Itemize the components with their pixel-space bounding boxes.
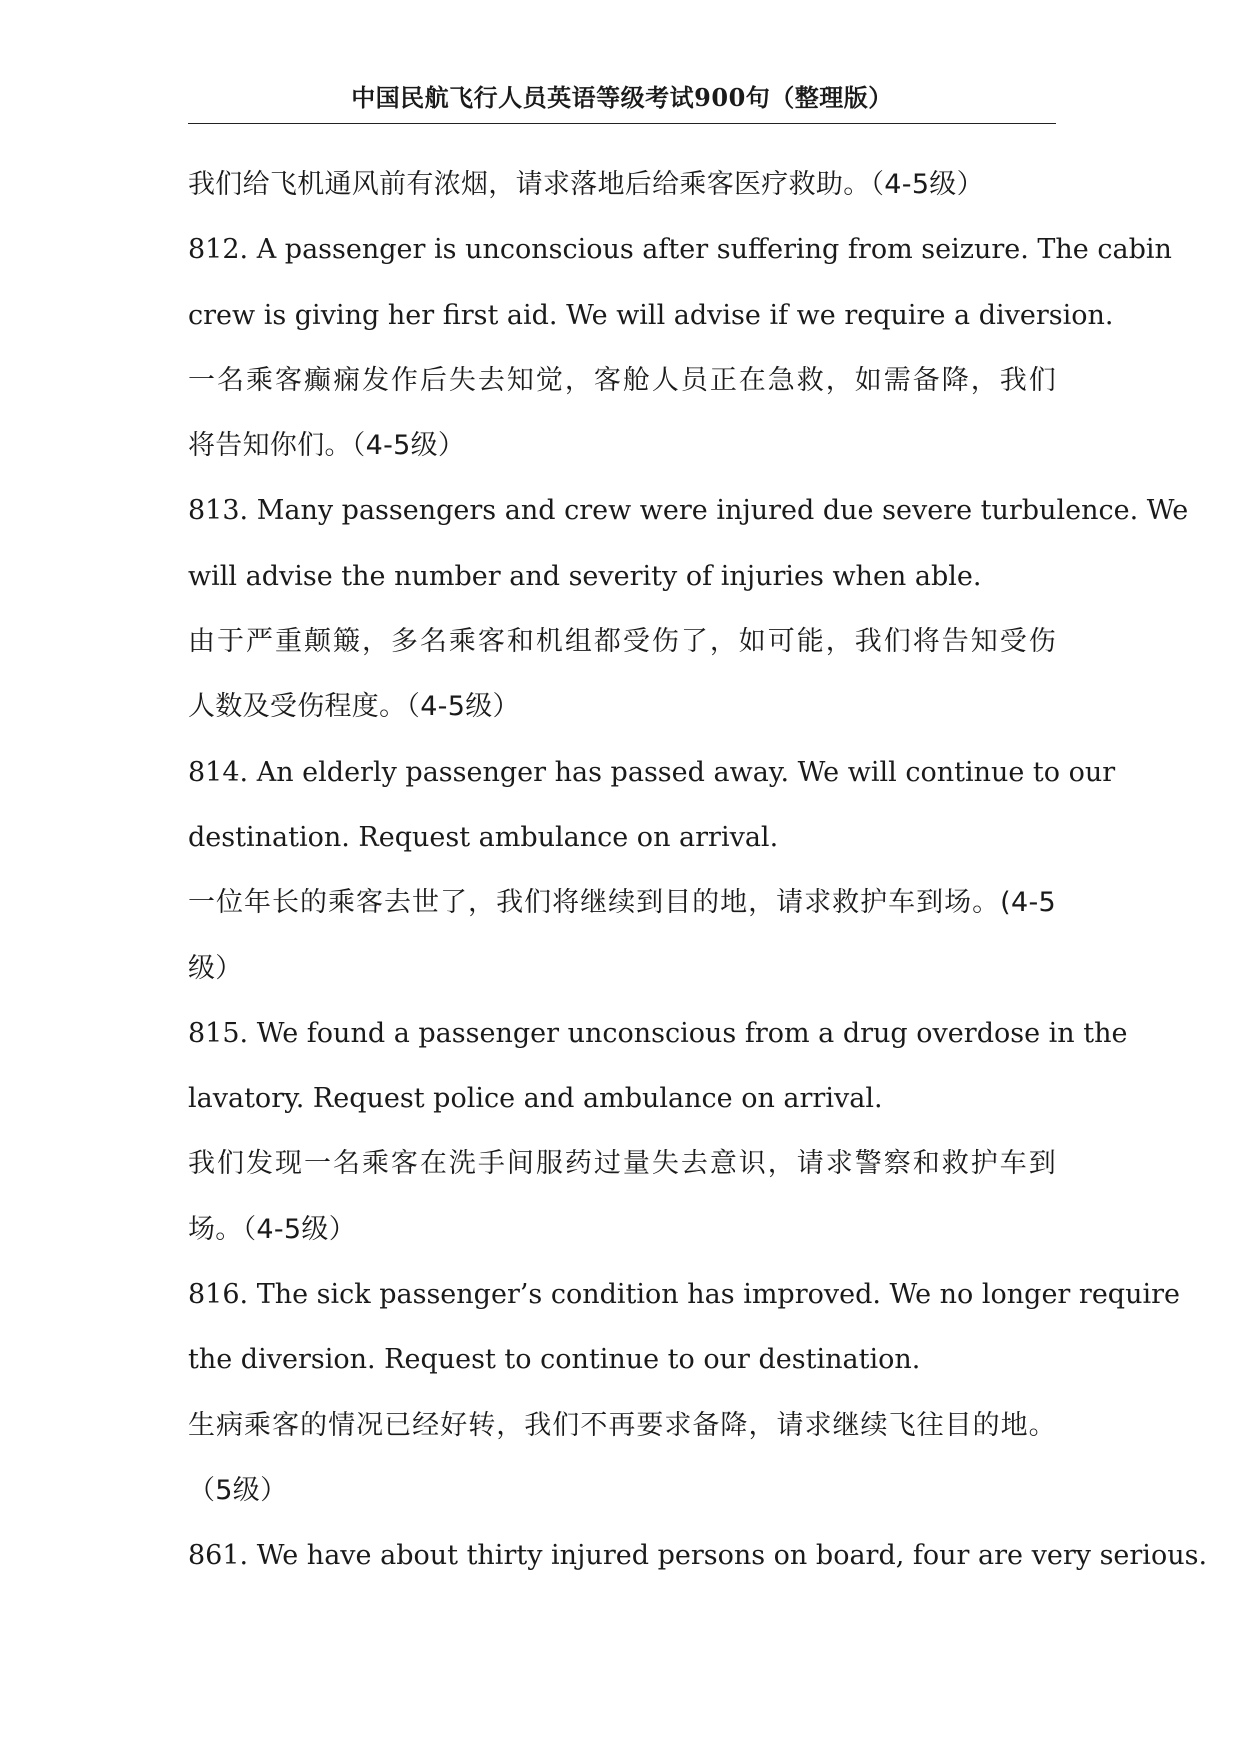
text-line: 812. A passenger is unconscious after suffering from seizure. The cabin	[188, 234, 1172, 266]
text-line: lavatory. Request police and ambulance on arrival.	[188, 1083, 883, 1115]
text-line: crew is giving her first aid. We will advise if we require a diversion.	[188, 299, 1114, 331]
text-line: 我们给飞机通风前有浓烟，请求落地后给乘客医疗救助。（4-5级）	[188, 169, 984, 200]
text-line: 我们发现一名乘客在洗手间服药过量失去意识，请求警察和救护车到	[188, 1148, 1056, 1180]
text-line: 816. The sick passenger’s condition has improved. We no longer require	[188, 1279, 1180, 1311]
document-body	[188, 152, 1208, 1589]
text-line: 生病乘客的情况已经好转，我们不再要求备降，请求继续飞往目的地。	[188, 1409, 1056, 1441]
text-line: （5级）	[188, 1474, 288, 1506]
text-line: destination. Request ambulance on arrival.	[188, 821, 779, 853]
text-line: 由于严重颠簸，多名乘客和机组都受伤了，如可能，我们将告知受伤	[188, 626, 1056, 658]
text-line: 一位年长的乘客去世了，我们将继续到目的地，请求救护车到场。(4-5	[188, 887, 1056, 919]
text-line: 861. We have about thirty injured persons on board, four are very serious.	[188, 1540, 1208, 1572]
text-line: 场。（4-5级）	[188, 1213, 356, 1245]
text-line: 814. An elderly passenger has passed away. We will continue to our	[188, 756, 1116, 788]
text-line: will advise the number and severity of injuries when able.	[188, 560, 982, 592]
text-line: 人数及受伤程度。（4-5级）	[188, 691, 520, 723]
text-line: 级）	[188, 952, 243, 984]
header-divider	[188, 123, 1056, 124]
text-line: 815. We found a passenger unconscious from a drug overdose in the	[188, 1017, 1128, 1049]
page-header-title: 中国民航飞行人员英语等级考试900句（整理版）	[351, 83, 893, 112]
text-line: 一名乘客癫痫发作后失去知觉，客舱人员正在急救，如需备降，我们	[188, 364, 1056, 396]
text-line: the diversion. Request to continue to our destination.	[188, 1344, 921, 1376]
text-line: 将告知你们。（4-5级）	[188, 430, 466, 462]
text-line: 813. Many passengers and crew were injured due severe turbulence. We	[188, 495, 1189, 527]
